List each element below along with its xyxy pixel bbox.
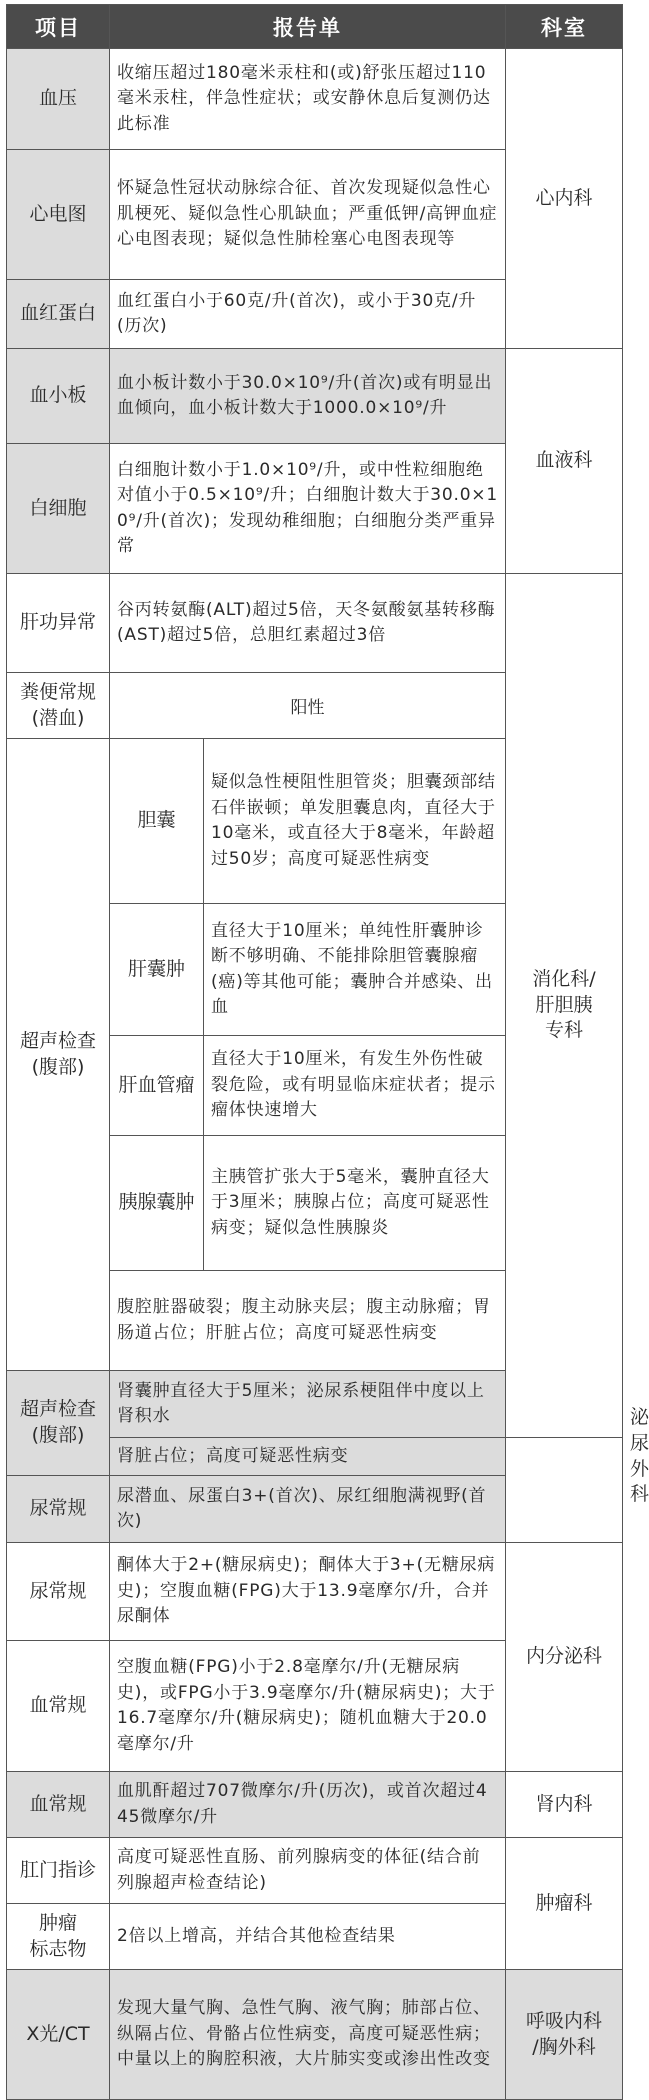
table-row <box>7 1543 623 1641</box>
row-label-urine-2: 尿常规 <box>7 1543 110 1641</box>
row-text-xray: 发现大量气胸、急性气胸、液气胸；肺部占位、纵隔占位、骨骼占位性病变，高度可疑恶性病；中量以上的胸腔积液，大片肺实变或渗出性改变 <box>110 1970 506 2100</box>
report-table-container <box>6 4 649 2070</box>
dept-hema: 血液科 <box>506 349 623 574</box>
table-row <box>7 1970 623 2100</box>
row-text-hb: 血红蛋白小于60克/升(首次)，或小于30克/升(历次) <box>110 280 506 349</box>
row-label-blood-2: 血常规 <box>7 1772 110 1838</box>
row-text-urine-2: 酮体大于2+(糖尿病史)；酮体大于3+(无糖尿病史)；空腹血糖(FPG)大于13.9毫摩尔/升，合并尿酮体 <box>110 1543 506 1641</box>
row-text-tumor: 2倍以上增高，并结合其他检查结果 <box>110 1904 506 1970</box>
row-text-urine-1: 尿潜血、尿蛋白3+(首次)、尿红细胞满视野(首次) <box>110 1476 506 1543</box>
sub-text-gallbladder: 疑似急性梗阻性胆管炎；胆囊颈部结石伴嵌顿；单发胆囊息肉，直径大于10毫米，或直径大于8毫米，年龄超过50岁；高度可疑恶性病变 <box>204 739 506 904</box>
table-row <box>7 349 623 444</box>
sub-label-hemangioma: 肝血管瘤 <box>110 1036 204 1136</box>
row-label-ecg: 心电图 <box>7 150 110 280</box>
row-label-hb: 血红蛋白 <box>7 280 110 349</box>
row-label-urine-1: 尿常规 <box>7 1476 110 1543</box>
header-dept: 科室 <box>506 5 623 49</box>
dept-gastro: 消化科/ 肝胆胰 专科 <box>506 574 623 1438</box>
row-text-ultrasound-2a: 肾囊肿直径大于5厘米；泌尿系梗阻伴中度以上肾积水 <box>110 1371 506 1438</box>
dept-onco: 肿瘤科 <box>506 1838 623 1970</box>
row-text-plt: 血小板计数小于30.0×10⁹/升(首次)或有明显出血倾向，血小板计数大于1000.0×10⁹/升 <box>110 349 506 444</box>
row-text-blood-2: 血肌酐超过707微摩尔/升(历次)，或首次超过445微摩尔/升 <box>110 1772 506 1838</box>
row-label-liver: 肝功异常 <box>7 574 110 673</box>
table-row <box>7 1772 623 1838</box>
dept-endo: 内分泌科 <box>506 1543 623 1772</box>
row-label-bp: 血压 <box>7 49 110 150</box>
row-label-plt: 血小板 <box>7 349 110 444</box>
row-text-bp: 收缩压超过180毫米汞柱和(或)舒张压超过110毫米汞柱，伴急性症状；或安静休息后复测仍达此标准 <box>110 49 506 150</box>
row-text-stool: 阳性 <box>110 673 506 739</box>
sub-text-hemangioma: 直径大于10厘米，有发生外伤性破裂危险，或有明显临床症状者；提示瘤体快速增大 <box>204 1036 506 1136</box>
header-item: 项目 <box>7 5 110 49</box>
table-row: 超声检查 (腹部) 肾囊肿直径大于5厘米；泌尿系梗阻伴中度以上肾积水 泌尿外科 <box>7 1371 623 1438</box>
row-label-ultrasound-2: 超声检查 (腹部) <box>7 1371 110 1476</box>
row-label-anal: 肛门指诊 <box>7 1838 110 1904</box>
dept-resp: 呼吸内科 /胸外科 <box>506 1970 623 2100</box>
row-label-blood-1: 血常规 <box>7 1641 110 1772</box>
row-label-wbc: 白细胞 <box>7 444 110 574</box>
sub-label-pancreas: 胰腺囊肿 <box>110 1136 204 1271</box>
dept-cardio: 心内科 <box>506 49 623 349</box>
row-text-blood-1: 空腹血糖(FPG)小于2.8毫摩尔/升(无糖尿病史)，或FPG小于3.9毫摩尔/升(糖尿病史)；大于16.7毫摩尔/升(糖尿病史)；随机血糖大于20.0毫摩尔/升 <box>110 1641 506 1772</box>
row-text-ecg: 怀疑急性冠状动脉综合征、首次发现疑似急性心肌梗死、疑似急性心肌缺血；严重低钾/高钾血症心电图表现；疑似急性肺栓塞心电图表现等 <box>110 150 506 280</box>
row-label-ultrasound: 超声检查 (腹部) <box>7 739 110 1371</box>
sub-text-pancreas: 主胰管扩张大于5毫米，囊肿直径大于3厘米；胰腺占位；高度可疑恶性病变；疑似急性胰腺炎 <box>204 1136 506 1271</box>
row-text-anal: 高度可疑恶性直肠、前列腺病变的体征(结合前列腺超声检查结论) <box>110 1838 506 1904</box>
row-text-wbc: 白细胞计数小于1.0×10⁹/升，或中性粒细胞绝对值小于0.5×10⁹/升；白细胞计数大于30.0×10⁹/升(首次)；发现幼稚细胞；白细胞分类严重异常 <box>110 444 506 574</box>
sub-label-gallbladder: 胆囊 <box>110 739 204 904</box>
row-label-xray: X光/CT <box>7 1970 110 2100</box>
ultrasound-general-text: 腹腔脏器破裂；腹主动脉夹层；腹主动脉瘤；胃肠道占位；肝脏占位；高度可疑恶性病变 <box>110 1271 506 1371</box>
header-report: 报告单 <box>110 5 506 49</box>
row-label-stool: 粪便常规 (潜血) <box>7 673 110 739</box>
table-row <box>7 1476 623 1543</box>
critical-value-table <box>6 4 649 2100</box>
row-label-tumor: 肿瘤 标志物 <box>7 1904 110 1970</box>
table-row <box>7 574 623 673</box>
sub-text-liver-cyst: 直径大于10厘米；单纯性肝囊肿诊断不够明确、不能排除胆管囊腺瘤(癌)等其他可能；囊肿合并感染、出血 <box>204 904 506 1036</box>
sub-label-liver-cyst: 肝囊肿 <box>110 904 204 1036</box>
row-text-liver: 谷丙转氨酶(ALT)超过5倍，天冬氨酸氨基转移酶(AST)超过5倍，总胆红素超过3倍 <box>110 574 506 673</box>
row-text-ultrasound-2b: 肾脏占位；高度可疑恶性病变 <box>110 1438 506 1476</box>
table-row <box>7 1838 623 1904</box>
table-row <box>7 49 623 150</box>
table-header-row <box>7 5 623 49</box>
dept-nephro: 肾内科 <box>506 1772 623 1838</box>
